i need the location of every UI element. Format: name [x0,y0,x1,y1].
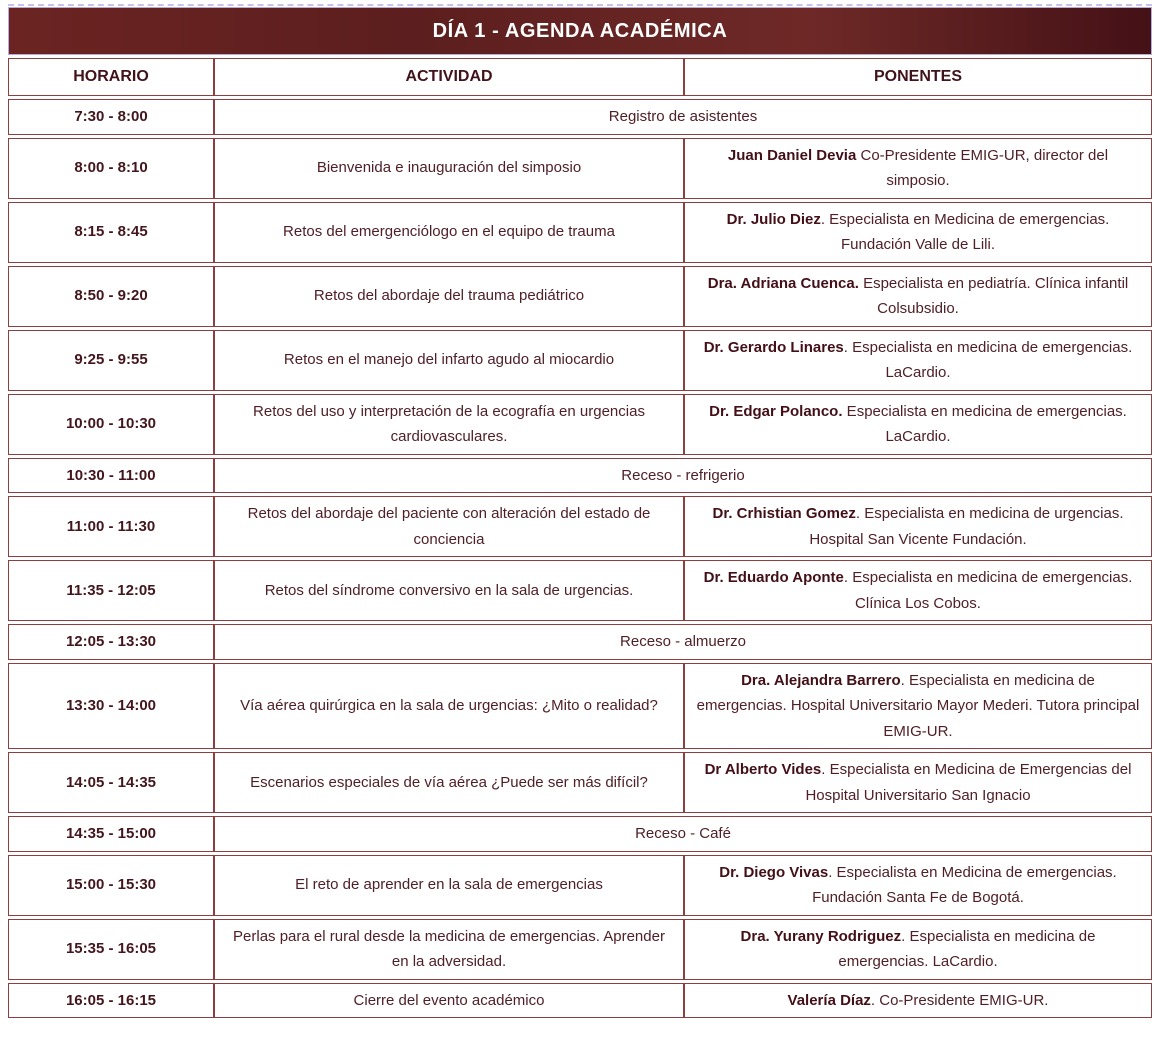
time-cell: 15:00 - 15:30 [8,855,214,916]
table-row-session [8,919,1152,980]
time-cell: 12:05 - 13:30 [8,624,214,660]
table-row-session [8,202,1152,263]
time-cell: 10:30 - 11:00 [8,458,214,494]
speaker-name: Juan Daniel Devia [727,146,857,164]
column-header-ponentes: PONENTES [684,58,1152,96]
speaker-name: Valería Díaz [787,991,871,1009]
time-cell: 11:35 - 12:05 [8,560,214,621]
time-cell: 9:25 - 9:55 [8,330,214,391]
table-boundary-dashed-line [8,4,1152,6]
speaker-description: Especialista en pediatría. Clínica infantil Colsubsidio. [858,274,1129,317]
speaker-description: Co-Presidente EMIG-UR, director del simposio. [856,146,1109,189]
speaker-cell [684,394,1152,455]
speaker-description: . Especialista en medicina de emergencias. Clínica Los Cobos. [843,569,1133,612]
column-header-horario: HORARIO [8,58,214,96]
merged-activity-cell: Registro de asistentes [214,99,1152,135]
merged-activity-cell: Receso - Café [214,816,1152,852]
table-row-session [8,394,1152,455]
speaker-description: . Especialista en medicina de emergencias. Hospital Universitario Mayor Mederi. Tutora principal EMIG-UR. [696,671,1140,740]
speaker-description: . Especialista en medicina de emergencias. LaCardio. [838,927,1096,970]
table-row-break [8,458,1152,494]
activity-cell: Retos del síndrome conversivo en la sala de urgencias. [214,560,684,621]
speaker-cell [684,496,1152,557]
speaker-name: Dra. Yurany Rodriguez [740,927,902,945]
speaker-cell [684,202,1152,263]
time-cell: 11:00 - 11:30 [8,496,214,557]
speaker-cell [684,138,1152,199]
activity-cell: Perlas para el rural desde la medicina de emergencias. Aprender en la adversidad. [214,919,684,980]
table-row-break [8,99,1152,135]
table-row-session [8,983,1152,1019]
speaker-name: Dr. Crhistian Gomez [712,505,856,522]
speaker-name: Dra. Alejandra Barrero [741,671,901,689]
speaker-name: Dr. Gerardo Linares [703,338,844,356]
time-cell: 16:05 - 16:15 [8,983,214,1019]
speaker-cell [684,266,1152,327]
speaker-cell [684,855,1152,916]
speaker-name: Dr. Diego Vivas [719,863,829,881]
speaker-description: . Co-Presidente EMIG-UR. [870,991,1049,1009]
speaker-cell [684,330,1152,391]
table-row-break [8,816,1152,852]
speaker-cell [684,752,1152,813]
time-cell: 10:00 - 10:30 [8,394,214,455]
speaker-name: Dr Alberto Vides [704,761,822,778]
time-cell: 15:35 - 16:05 [8,919,214,980]
merged-activity-cell: Receso - almuerzo [214,624,1152,660]
table-row-session [8,330,1152,391]
table-row-session [8,855,1152,916]
column-header-actividad: ACTIVIDAD [214,58,684,96]
table-row-session [8,663,1152,750]
merged-activity-cell: Receso - refrigerio [214,458,1152,494]
agenda-table-body [8,99,1152,1018]
speaker-cell [684,919,1152,980]
speaker-name: Dr. Eduardo Aponte [703,569,844,586]
time-cell: 14:35 - 15:00 [8,816,214,852]
activity-cell: Retos del uso y interpretación de la ecografía en urgencias cardiovasculares. [214,394,684,455]
activity-cell: Retos en el manejo del infarto agudo al miocardio [214,330,684,391]
table-row-session [8,560,1152,621]
table-row-session [8,138,1152,199]
activity-cell: Escenarios especiales de vía aérea ¿Puede ser más difícil? [214,752,684,813]
table-row-session [8,266,1152,327]
speaker-cell [684,560,1152,621]
agenda-table [8,55,1152,1021]
time-cell: 8:00 - 8:10 [8,138,214,199]
speaker-description: . Especialista en medicina de emergencias. LaCardio. [843,338,1133,381]
speaker-description: . Especialista en Medicina de emergencias. Fundación Santa Fe de Bogotá. [812,863,1117,906]
time-cell: 13:30 - 14:00 [8,663,214,750]
activity-cell: Retos del emergenciólogo en el equipo de trauma [214,202,684,263]
speaker-name: Dr. Edgar Polanco. [709,402,843,420]
time-cell: 8:50 - 9:20 [8,266,214,327]
header-row [8,58,1152,96]
table-row-session [8,752,1152,813]
activity-cell: Retos del abordaje del paciente con alteración del estado de conciencia [214,496,684,557]
activity-cell: Vía aérea quirúrgica en la sala de urgencias: ¿Mito o realidad? [214,663,684,750]
speaker-cell [684,663,1152,750]
speaker-name: Dr. Julio Diez [726,210,821,228]
page-title: DÍA 1 - AGENDA ACADÉMICA [432,19,728,42]
speaker-description: . Especialista en Medicina de Emergencias del Hospital Universitario San Ignacio [805,761,1132,804]
speaker-description: . Especialista en medicina de urgencias. Hospital San Vicente Fundación. [809,505,1124,548]
speaker-cell [684,983,1152,1019]
table-row-break [8,624,1152,660]
agenda-banner [8,7,1152,55]
activity-cell: Bienvenida e inauguración del simposio [214,138,684,199]
speaker-description: . Especialista en Medicina de emergencias. Fundación Valle de Lili. [820,210,1110,253]
activity-cell: El reto de aprender en la sala de emergencias [214,855,684,916]
activity-cell: Cierre del evento académico [214,983,684,1019]
speaker-name: Dra. Adriana Cuenca. [707,274,859,292]
time-cell: 7:30 - 8:00 [8,99,214,135]
activity-cell: Retos del abordaje del trauma pediátrico [214,266,684,327]
speaker-description: Especialista en medicina de emergencias. LaCardio. [842,402,1127,445]
table-row-session [8,496,1152,557]
time-cell: 8:15 - 8:45 [8,202,214,263]
time-cell: 14:05 - 14:35 [8,752,214,813]
